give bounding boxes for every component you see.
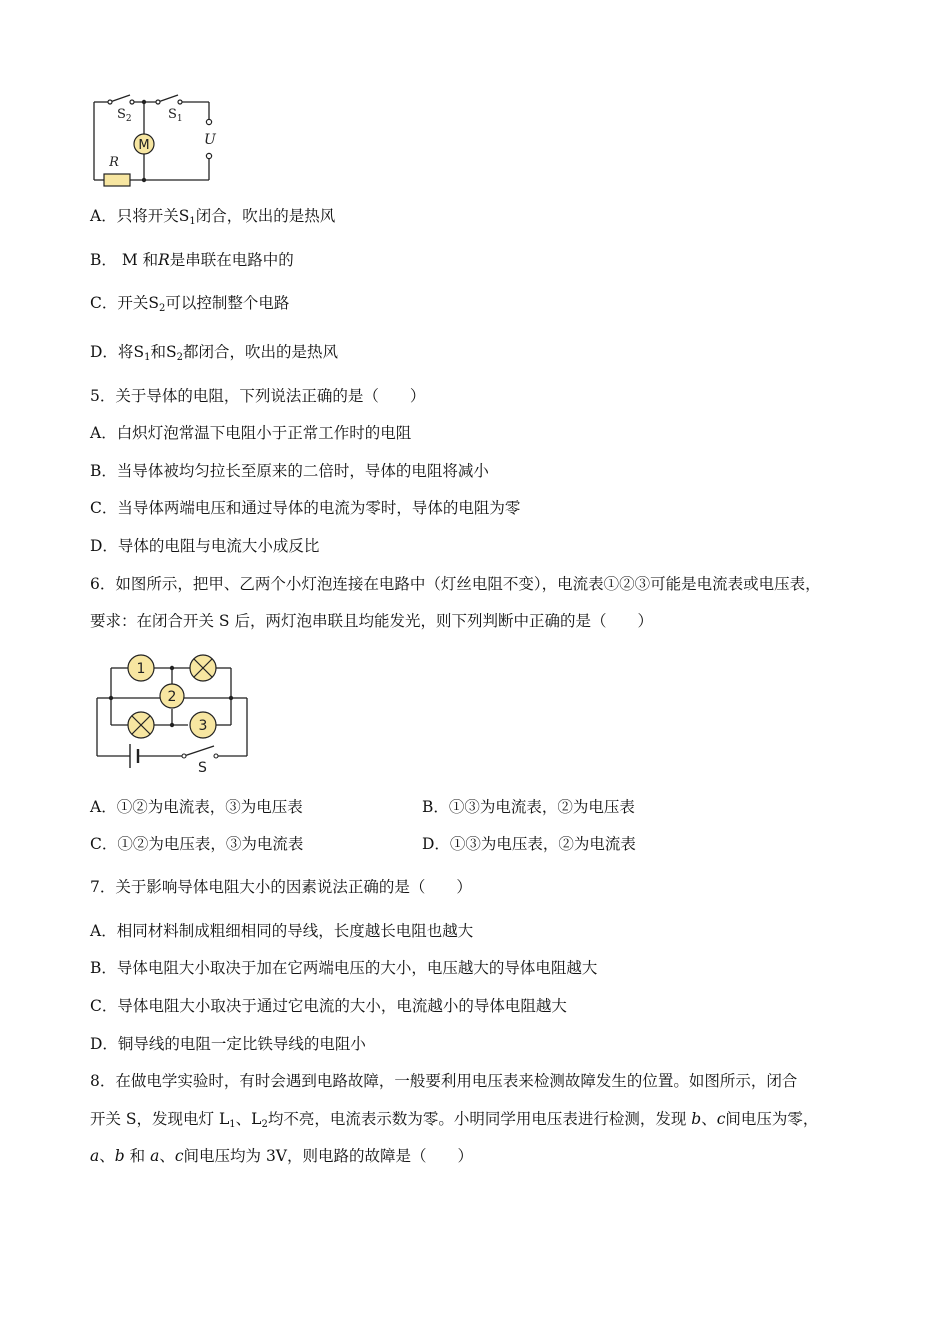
q7-option-c: C．导体电阻大小取决于通过它电流的大小，电流越小的导体电阻越大	[90, 997, 567, 1015]
q5-stem: 5．关于导体的电阻，下列说法正确的是（ ）	[90, 387, 426, 405]
q7-option-a: A．相同材料制成粗细相同的导线，长度越长电阻也越大	[90, 922, 474, 940]
switch-s2-label: $S_2$	[117, 107, 132, 124]
meter-2-label: 2	[167, 689, 177, 705]
resistor-label: R	[109, 155, 119, 170]
q8-stem-line1: 8．在做电学实验时，有时会遇到电路故障，一般要利用电压表来检测故障发生的位置。如图所示，闭合	[90, 1072, 798, 1090]
switch-s1-label: $S_1$	[168, 107, 183, 124]
q7-option-d: D．铜导线的电阻一定比铁导线的电阻小	[90, 1035, 366, 1053]
q6-option-c: C．①②为电压表，③为电流表	[90, 835, 304, 853]
lamp-meter-circuit-diagram	[92, 650, 252, 775]
voltage-label: U	[204, 132, 216, 148]
switch-label: S	[198, 760, 207, 775]
q8-stem-line3: a、b 和 a、c间电压均为 3V，则电路的故障是（ ）	[90, 1147, 473, 1165]
hair-dryer-circuit-diagram	[88, 90, 223, 190]
q5-option-d: D．导体的电阻与电流大小成反比	[90, 537, 320, 555]
q6-option-b: B．①③为电流表，②为电压表	[422, 798, 635, 816]
q7-stem: 7．关于影响导体电阻大小的因素说法正确的是（ ）	[90, 878, 472, 896]
resistor-icon	[104, 174, 130, 186]
q6-stem-line1: 6．如图所示，把甲、乙两个小灯泡连接在电路中（灯丝电阻不变），电流表①②③可能是电流表或电压表，	[90, 575, 821, 593]
q4-option-c: C．开关$S_2$可以控制整个电路	[90, 294, 290, 314]
q4-option-d: D．将$S_1$和$S_2$都闭合，吹出的是热风	[90, 343, 338, 363]
q8-stem-line2: 开关 S，发现电灯 $L_1$、$L_2$均不亮，电流表示数为零。小明同学用电压表进行检测，发现 b、c间电压为零，	[90, 1110, 819, 1130]
q4-option-b: B． M 和R是串联在电路中的	[90, 251, 294, 269]
meter-3-label: 3	[198, 718, 208, 734]
q7-option-b: B．导体电阻大小取决于加在它两端电压的大小，电压越大的导体电阻越大	[90, 959, 598, 977]
q6-stem-line2: 要求：在闭合开关 S 后，两灯泡串联且均能发光，则下列判断中正确的是（ ）	[90, 612, 653, 630]
q6-option-a: A．①②为电流表，③为电压表	[90, 798, 303, 816]
lamp-bottom-icon	[128, 712, 154, 738]
q5-option-a: A．白炽灯泡常温下电阻小于正常工作时的电阻	[90, 424, 412, 442]
lamp-top-icon	[190, 655, 216, 681]
meter-1-label: 1	[136, 661, 146, 677]
q4-option-a: A．只将开关$S_1$闭合，吹出的是热风	[90, 207, 336, 227]
motor-label: M	[138, 138, 150, 153]
q5-option-b: B．当导体被均匀拉长至原来的二倍时，导体的电阻将减小	[90, 462, 489, 480]
q6-option-d: D．①③为电压表，②为电流表	[422, 835, 636, 853]
q5-option-c: C．当导体两端电压和通过导体的电流为零时，导体的电阻为零	[90, 499, 521, 517]
